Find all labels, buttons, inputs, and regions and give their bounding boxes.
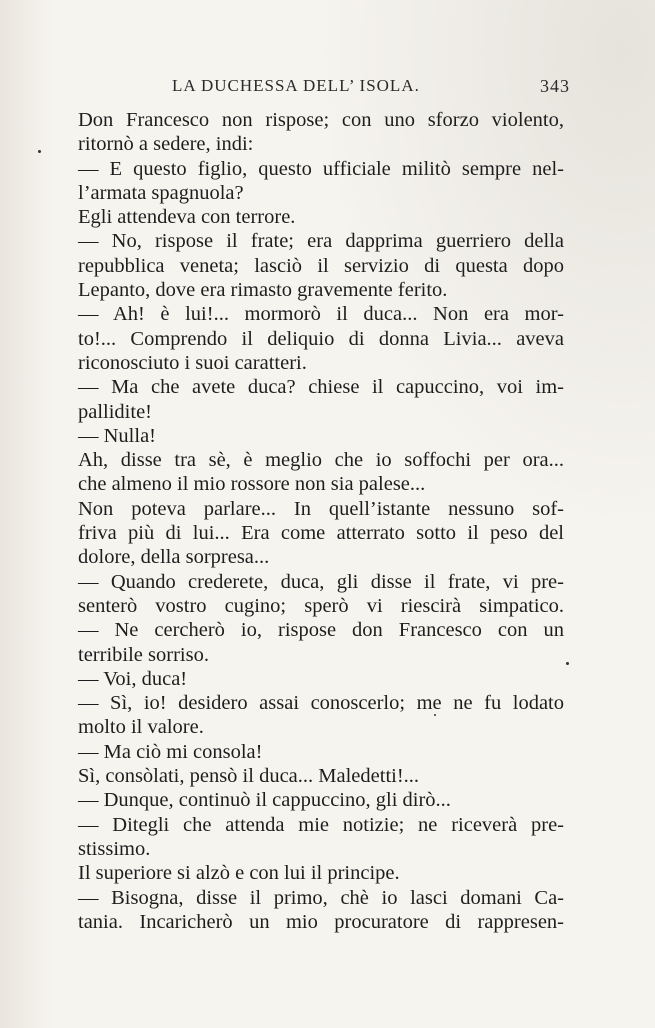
text-line: molto il valore.: [78, 716, 204, 739]
text-line: — Ma che avete duca? chiese il capuccino, voi im-: [78, 376, 564, 399]
text-line: — Ne cercherò io, rispose don Francesco con un: [78, 619, 564, 642]
text-line: Il superiore si alzò e con lui il principe.: [78, 862, 400, 885]
text-line: che almeno il mio rossore non sia palese...: [78, 473, 426, 496]
text-line: — Ah! è lui!... mormorò il duca... Non era mor-: [78, 303, 564, 326]
print-speck: [566, 662, 569, 665]
text-line: to!... Comprendo il deliquio di donna Livia... aveva: [78, 327, 564, 350]
text-line: tania. Incaricherò un mio procuratore di rappresen-: [78, 910, 564, 933]
print-speck: [434, 714, 436, 716]
text-line: — Ma ciò mi consola!: [78, 740, 263, 763]
page-number: 343: [540, 76, 570, 96]
text-line: terribile sorriso.: [78, 643, 209, 666]
text-line: ritornò a sedere, indi:: [78, 133, 254, 156]
text-line: — Bisogna, disse il primo, chè io lasci domani Ca-: [78, 886, 564, 909]
text-line: — Voi, duca!: [78, 667, 188, 690]
text-line: Don Francesco non rispose; con uno sforzo violento,: [78, 109, 564, 131]
body-text: [78, 108, 564, 934]
text-line: Sì, consòlati, pensò il duca... Maledetti!...: [78, 765, 420, 788]
text-line: repubblica veneta; lasciò il servizio di questa dopo: [78, 254, 564, 277]
text-line: friva più di lui... Era come atterrato sotto il peso del: [78, 522, 564, 545]
print-speck: [38, 150, 41, 153]
text-line: Ah, disse tra sè, è meglio che io soffochi per ora...: [78, 449, 564, 472]
text-line: stissimo.: [78, 837, 151, 860]
running-header: [172, 72, 570, 98]
text-line: — E questo figlio, questo ufficiale militò sempre nel-: [78, 157, 564, 180]
running-title: LA DUCHESSA DELL’ ISOLA.: [172, 76, 420, 95]
text-line: l’armata spagnuola?: [78, 181, 244, 204]
text-line: — Ditegli che attenda mie notizie; ne riceverà pre-: [78, 813, 564, 836]
text-line: Lepanto, dove era rimasto gravemente ferito.: [78, 279, 448, 302]
text-line: — Nulla!: [78, 424, 156, 447]
text-line: senterò vostro cugino; sperò vi riescirà simpatico.: [78, 594, 564, 617]
text-line: pallidite!: [78, 400, 153, 423]
text-line: — Quando crederete, duca, gli disse il frate, vi pre-: [78, 570, 564, 593]
text-line: — Sì, io! desidero assai conoscerlo; me ne fu lodato: [78, 692, 564, 715]
text-line: — Dunque, continuò il cappuccino, gli dirò...: [78, 789, 451, 812]
text-line: Non poteva parlare... In quell’istante nessuno sof-: [78, 497, 564, 520]
text-line: dolore, della sorpresa...: [78, 546, 270, 569]
text-line: riconosciuto i suoi caratteri.: [78, 351, 307, 374]
text-line: Egli attendeva con terrore.: [78, 206, 296, 229]
text-line: — No, rispose il frate; era dapprima guerriero della: [78, 230, 564, 253]
